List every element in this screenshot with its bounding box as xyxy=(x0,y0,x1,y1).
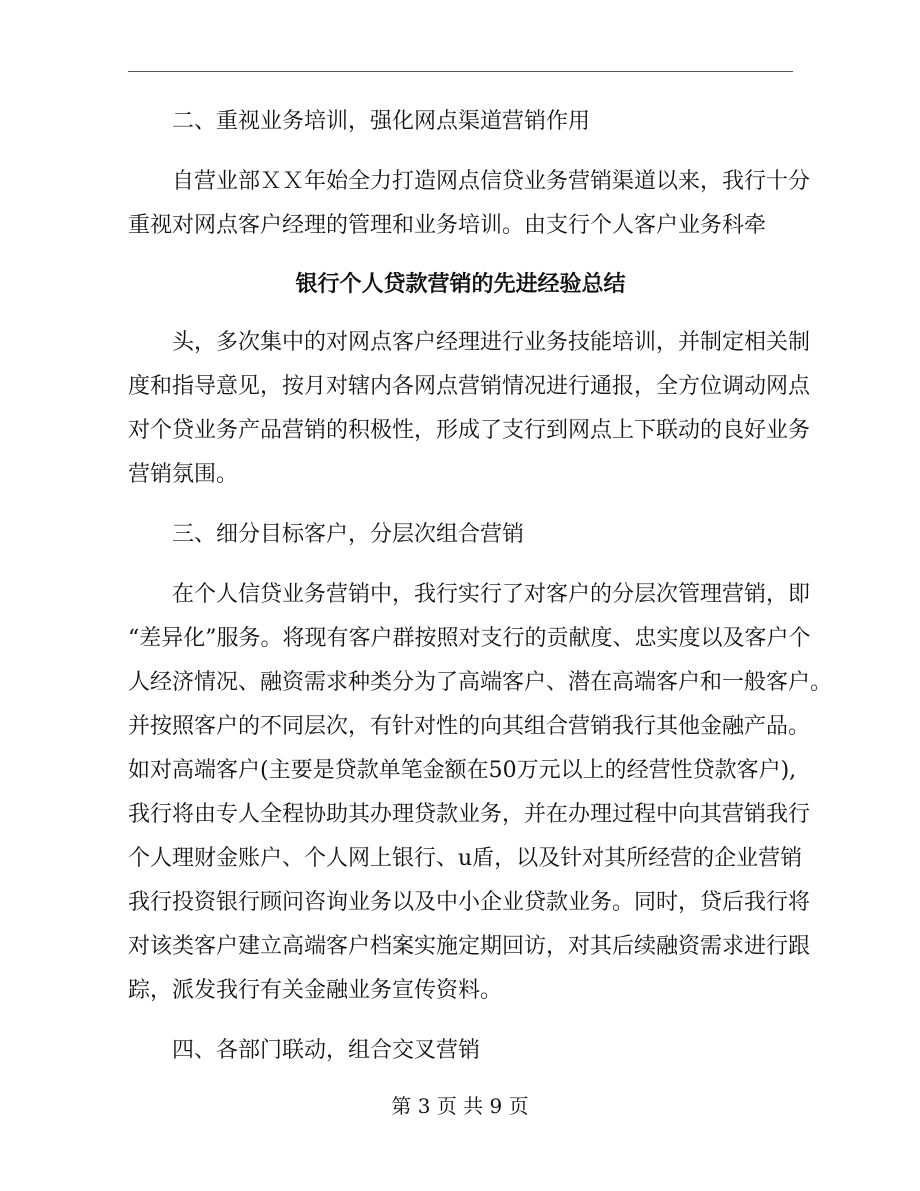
section-heading-4: 四、各部门联动，组合交叉营销 xyxy=(172,1038,481,1063)
paragraph-line: 人经济情况、融资需求种类分为了高端客户、潜在高端客户和一般客户。 xyxy=(128,670,833,695)
header-rule xyxy=(128,71,793,72)
paragraph-line: 对个贷业务产品营销的积极性，形成了支行到网点上下联动的良好业务 xyxy=(128,418,811,443)
paragraph-line: 营销氛围。 xyxy=(128,462,239,487)
paragraph-line: 自营业部ＸＸ年始全力打造网点信贷业务营销渠道以来，我行十分 xyxy=(172,169,811,194)
page-number: 第 3 页 共 9 页 xyxy=(391,1094,529,1118)
paragraph-line: 重视对网点客户经理的管理和业务培训。由支行个人客户业务科牵 xyxy=(128,213,767,238)
document-title: 银行个人贷款营销的先进经验总结 xyxy=(295,271,626,297)
paragraph-line: “差异化”服务。将现有客户群按照对支行的贡献度、忠实度以及客户个 xyxy=(128,626,811,651)
paragraph-line: 个人理财金账户、个人网上银行、u盾，以及针对其所经营的企业营销 xyxy=(128,846,803,871)
paragraph-line: 并按照客户的不同层次，有针对性的向其组合营销我行其他金融产品。 xyxy=(128,714,811,739)
paragraph-line: 头，多次集中的对网点客户经理进行业务技能培训，并制定相关制 xyxy=(172,330,811,355)
section-heading-2: 二、重视业务培训，强化网点渠道营销作用 xyxy=(172,109,591,134)
paragraph-line: 如对高端客户(主要是贷款单笔金额在50万元以上的经营性贷款客户), xyxy=(128,758,797,783)
paragraph-line: 我行投资银行顾问咨询业务以及中小企业贷款业务。同时，贷后我行将 xyxy=(128,890,811,915)
paragraph-line: 对该类客户建立高端客户档案实施定期回访，对其后续融资需求进行跟 xyxy=(128,934,811,959)
paragraph-line: 在个人信贷业务营销中，我行实行了对客户的分层次管理营销，即 xyxy=(172,582,811,607)
paragraph-line: 我行将由专人全程协助其办理贷款业务，并在办理过程中向其营销我行 xyxy=(128,802,811,827)
paragraph-line: 度和指导意见，按月对辖内各网点营销情况进行通报，全方位调动网点 xyxy=(128,374,811,399)
section-heading-3: 三、细分目标客户，分层次组合营销 xyxy=(172,522,525,547)
paragraph-line: 踪，派发我行有关金融业务宣传资料。 xyxy=(128,978,503,1003)
